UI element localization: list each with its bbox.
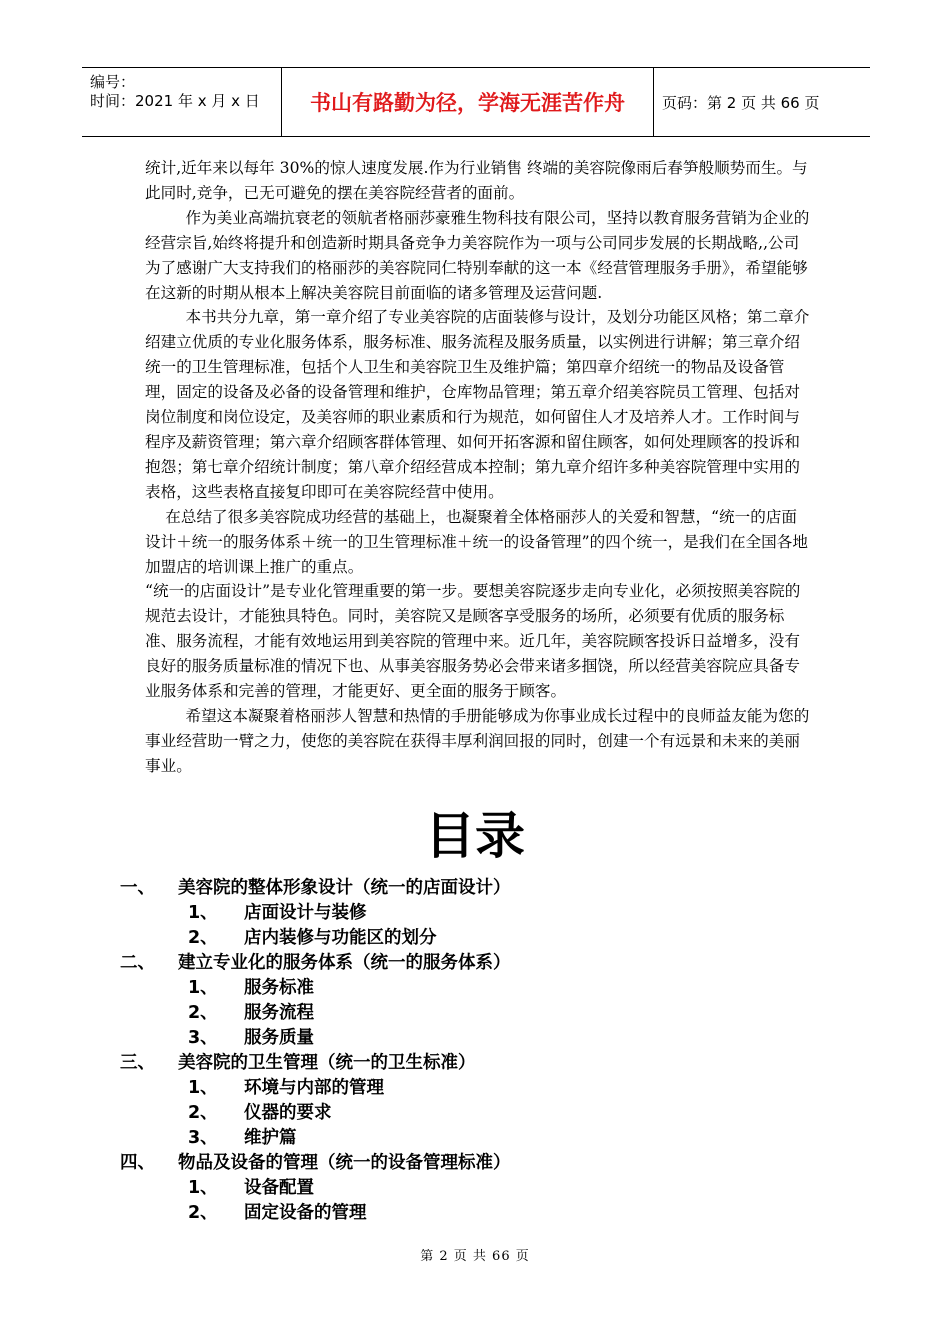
toc-section-number: 2、	[188, 1203, 218, 1223]
paragraph: 统计,近年来以每年 30%的惊人速度发展.作为行业销售 终端的美容院像雨后春笋般顺势而生。与此同时,竞争，已无可避免的摆在美容院经营者的面前。	[145, 159, 808, 202]
paragraph: “统一的店面设计”是专业化管理重要的第一步。要想美容院逐步走向专业化，必须按照美容院的规范去设计，才能独具特色。同时，美容院又是顾客享受服务的场所，必须要有优质的服务标准、服务流程，才能有效地运用到美容院的管理中来。近几年，美容院顾客投诉日益增多，没有良好的服务质量标准的情况下也、从事美容服务势必会带来诸多掴饶，所以经营美容院应具备专业服务体系和完善的管理，才能更好、更全面的服务于顾客。	[145, 582, 801, 701]
toc-section[interactable]	[120, 1101, 820, 1126]
toc-section-number: 1、	[188, 1078, 218, 1098]
toc-section[interactable]	[120, 976, 820, 1001]
toc-chapter[interactable]	[120, 951, 820, 976]
header-page-info: 页码：第 2 页 共 66 页	[662, 93, 820, 112]
toc-section-label: 服务流程	[244, 1003, 314, 1023]
toc-chapter-number: 一、	[120, 878, 155, 898]
toc-chapter-number: 四、	[120, 1153, 155, 1173]
toc-chapter-label: 美容院的卫生管理（统一的卫生标准）	[178, 1053, 476, 1073]
paragraph: 希望这本凝聚着格丽莎人智慧和热情的手册能够成为你事业成长过程中的良师益友能为您的事业经营助一臂之力，使您的美容院在获得丰厚利润回报的同时，创建一个有远景和未来的美丽事业。	[145, 706, 810, 775]
body-text	[145, 156, 811, 779]
toc-chapter-label: 建立专业化的服务体系（统一的服务体系）	[178, 953, 511, 973]
toc-section-number: 3、	[188, 1128, 218, 1148]
document-number-label: 编号：	[90, 73, 136, 91]
toc-section-label: 店面设计与装修	[244, 903, 367, 923]
toc-chapter-label: 物品及设备的管理（统一的设备管理标准）	[178, 1153, 511, 1173]
toc-section-number: 1、	[188, 1178, 218, 1198]
toc-section-label: 店内装修与功能区的划分	[244, 928, 437, 948]
toc-section-number: 2、	[188, 1003, 218, 1023]
toc-section[interactable]	[120, 1026, 820, 1051]
toc-chapter-number: 二、	[120, 953, 155, 973]
toc-chapter[interactable]	[120, 1051, 820, 1076]
toc-section-label: 服务标准	[244, 978, 314, 998]
toc-section[interactable]	[120, 1001, 820, 1026]
toc-title: 目录	[425, 807, 525, 865]
toc-section-label: 维护篇	[244, 1128, 297, 1148]
toc-section-label: 固定设备的管理	[244, 1203, 367, 1223]
toc-section-number: 2、	[188, 928, 218, 948]
toc-section[interactable]	[120, 1201, 820, 1226]
toc-section-number: 3、	[188, 1028, 218, 1048]
table-of-contents	[120, 876, 820, 1226]
toc-section-number: 1、	[188, 903, 218, 923]
toc-section[interactable]	[120, 1126, 820, 1151]
toc-chapter-label: 美容院的整体形象设计（统一的店面设计）	[178, 878, 511, 898]
toc-chapter-number: 三、	[120, 1053, 155, 1073]
header-page-info-cell	[654, 68, 870, 136]
paragraph: 作为美业高端抗衰老的领航者格丽莎豪雅生物科技有限公司，坚持以教育服务营销为企业的经营宗旨,始终将提升和创造新时期具备竞争力美容院作为一项与公司同步发展的长期战略,,公司为了感谢广大支持我们的格丽莎的美容院同仁特别奉献的这一本《经营管理服务手册》，希望能够在这新的时期从根本上解决美容院目前面临的诸多管理及运营问题.	[145, 208, 810, 302]
document-time-label: 时间：2021 年 x 月 x 日	[90, 92, 260, 110]
paragraph: 本书共分九章，第一章介绍了专业美容院的店面装修与设计，及划分功能区风格；第二章介绍建立优质的专业化服务体系，服务标准、服务流程及服务质量，以实例进行讲解；第三章介绍统一的卫生管理标准，包括个人卫生和美容院卫生及维护篇；第四章介绍统一的物品及设备管理，固定的设备及必备的设备管理和维护，仓库物品管理；第五章介绍美容院员工管理、包括对岗位制度和岗位设定，及美容师的职业素质和行为规范，如何留住人才及培养人才。工作时间与程序及薪资管理；第六章介绍顾客群体管理、如何开拓客源和留住顾客，如何处理顾客的投诉和抱怨；第七章介绍统计制度；第八章介绍经营成本控制；第九章介绍许多种美容院管理中实用的表格，这些表格直接复印即可在美容院经营中使用。	[145, 308, 810, 501]
header-motto-cell	[282, 68, 654, 136]
header-motto: 书山有路勤为径，学海无涯苦作舟	[310, 91, 625, 115]
toc-section-label: 仪器的要求	[244, 1103, 332, 1123]
toc-section[interactable]	[120, 901, 820, 926]
toc-section-number: 1、	[188, 978, 218, 998]
toc-section[interactable]	[120, 1176, 820, 1201]
paragraph: 在总结了很多美容院成功经营的基础上，也凝聚着全体格丽莎人的关爱和智慧，“统一的店面设计＋统一的服务体系＋统一的卫生管理标准＋统一的设备管理”的四个统一，是我们在全国各地加盟店的培训课上推广的重点。	[145, 507, 808, 576]
toc-section[interactable]	[120, 1076, 820, 1101]
page-footer: 第 2 页 共 66 页	[420, 1249, 530, 1264]
toc-section-label: 环境与内部的管理	[244, 1078, 384, 1098]
toc-section-label: 设备配置	[244, 1178, 314, 1198]
toc-chapter[interactable]	[120, 1151, 820, 1176]
header-meta	[82, 68, 282, 136]
toc-section-label: 服务质量	[244, 1028, 314, 1048]
page-header	[82, 67, 870, 137]
toc-section-number: 2、	[188, 1103, 218, 1123]
toc-chapter[interactable]	[120, 876, 820, 901]
toc-section[interactable]	[120, 926, 820, 951]
